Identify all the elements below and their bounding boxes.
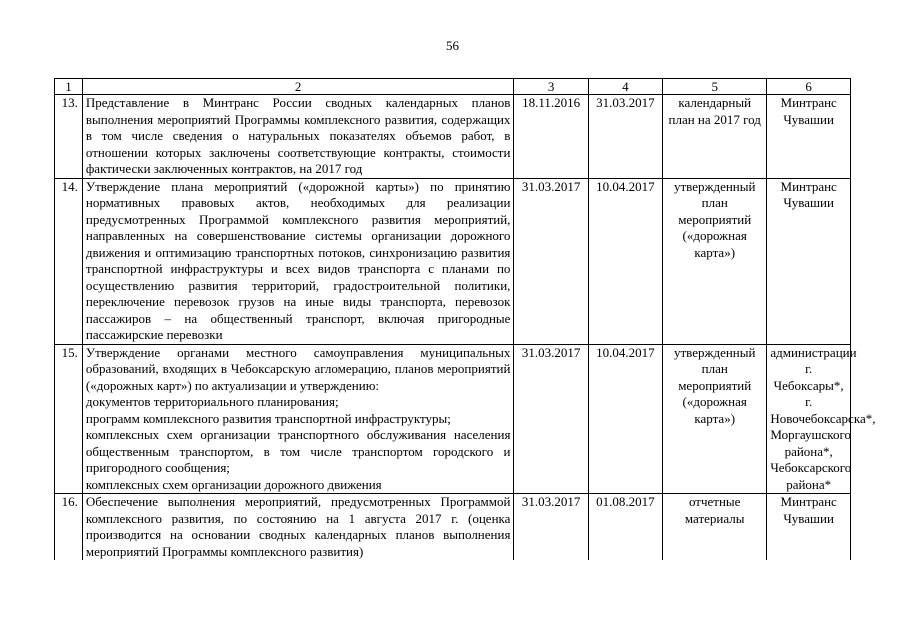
- header-col-2: 2: [82, 79, 514, 95]
- description-line: Утверждение органами местного самоуправления муниципальных образований, входящих в Чебоксарскую агломерацию, планов мероприятий («дорожных карт») по актуализации и утверждению:: [85, 344, 511, 393]
- header-col-3: 3: [514, 79, 588, 95]
- row-start-date: 31.03.2017: [514, 494, 588, 561]
- description-line: программ комплексного развития транспортной инфраструктуры;: [85, 410, 451, 426]
- row-start-date: 18.11.2016: [514, 95, 588, 179]
- row-number: 15.: [55, 344, 83, 494]
- row-number: 14.: [55, 178, 83, 344]
- row-result: утвержденный план мероприятий («дорожная карта»): [663, 178, 767, 344]
- row-responsible: администрации г. Чебоксары*, г. Новочебоксарска*, Моргаушского района*, Чебоксарского района*: [767, 344, 851, 494]
- row-description: [82, 344, 514, 494]
- row-description: Представление в Минтранс России сводных календарных планов выполнения мероприятий Программы комплексного развития, содержащих в том числе сведения о натуральных показателях объемов работ, в отношении которых заключены соответствующие контракты, стоимости фактически заключенных контрактов, на 2017 год: [82, 95, 514, 179]
- row-result: утвержденный план мероприятий («дорожная карта»): [663, 344, 767, 494]
- header-col-5: 5: [663, 79, 767, 95]
- page-number: 56: [446, 38, 459, 53]
- row-responsible: Минтранс Чувашии: [767, 494, 851, 561]
- table-row: [55, 344, 851, 494]
- row-result: отчетные материалы: [663, 494, 767, 561]
- row-start-date: 31.03.2017: [514, 178, 588, 344]
- table-header-row: [55, 79, 851, 95]
- row-description: Утверждение плана мероприятий («дорожной карты») по принятию нормативных правовых актов, необходимых для реализации предусмотренных Программой комплексного развития мероприятий, направленных на совершенствование системы организации дорожного движения и оптимизацию транспортных потоков, синхронизацию развития транспортной инфраструктуры и всех видов транспорта с планами по осуществлению развития территорий, градостроительной политики, переключение перевозок грузов на иные виды транспорта, перевозок пассажиров – на общественный транспорт, включая пригородные пассажирские перевозки: [82, 178, 514, 344]
- row-end-date: 01.08.2017: [588, 494, 662, 561]
- row-number: 16.: [55, 494, 83, 561]
- row-responsible: Минтранс Чувашии: [767, 178, 851, 344]
- header-col-6: 6: [767, 79, 851, 95]
- row-responsible: Минтранс Чувашии: [767, 95, 851, 179]
- row-end-date: 10.04.2017: [588, 344, 662, 494]
- description-line: комплексных схем организации транспортного обслуживания населения общественным транспортом, в том числе транспортом городского и пригородного сообщения;: [85, 427, 511, 475]
- table-row: [55, 178, 851, 344]
- plan-table: [54, 78, 876, 560]
- table-row: [55, 95, 851, 179]
- row-description: Обеспечение выполнения мероприятий, предусмотренных Программой комплексного развития, по состоянию на 1 августа 2017 г. (оценка производится на основании сводных календарных планов выполнения мероприятий Программы комплексного развития): [82, 494, 514, 561]
- description-line: комплексных схем организации дорожного движения: [85, 476, 382, 492]
- description-line: документов территориального планирования;: [85, 394, 339, 409]
- row-start-date: 31.03.2017: [514, 344, 588, 494]
- row-end-date: 31.03.2017: [588, 95, 662, 179]
- table-row: [55, 494, 851, 561]
- header-col-4: 4: [588, 79, 662, 95]
- row-result: календарный план на 2017 год: [663, 95, 767, 179]
- header-col-1: 1: [55, 79, 83, 95]
- row-number: 13.: [55, 95, 83, 179]
- row-end-date: 10.04.2017: [588, 178, 662, 344]
